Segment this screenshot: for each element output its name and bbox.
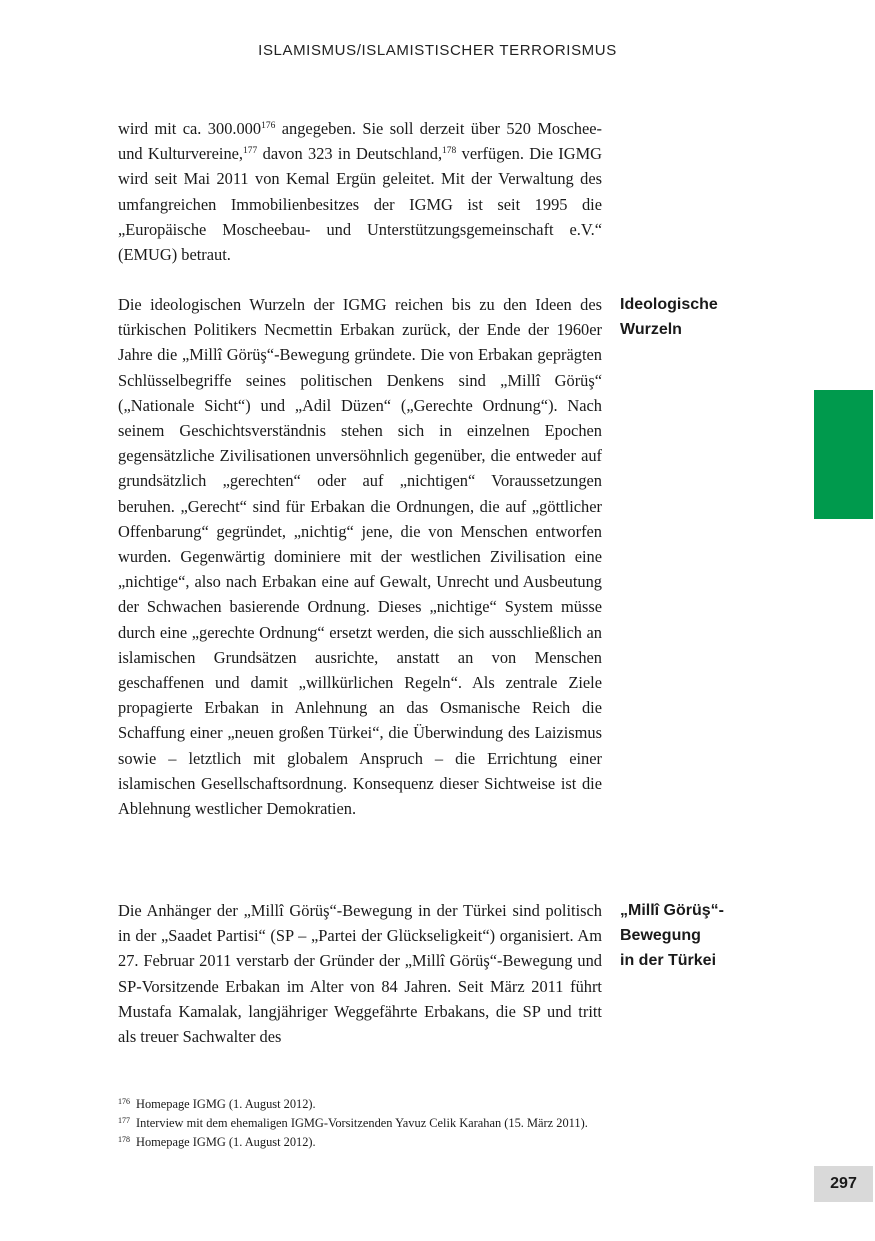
footnote-number: 177 bbox=[118, 1116, 130, 1125]
footnote-ref-177[interactable]: 177 bbox=[243, 146, 258, 157]
paragraph-text: Die ideologischen Wurzeln der IGMG reichen bis zu den Ideen des türkischen Politikers Necmettin Erbakan zurück, der Ende der 1960er Jahre die „Millî Görüş“-Bewegung gründete. Die von Erbakan geprägten Schlüsselbegriffe seines politischen Denkens sind „Millî Görüş“ („Nationale Sicht“) und „Adil Düzen“ („Gerechte Ordnung“). Nach seinem Geschichtsverständnis stehen sich in einzelnen Epochen gegensätzliche Zivilisationen unversöhnlich gegenüber, die entweder auf grundsätzlich „gerechten“ oder auf „nichtigen“ Voraussetzungen beruhen. „Gerecht“ sind für Erbakan die Ordnungen, die auf „göttlicher Offenbarung“ gegründet, „nichtig“ jene, die von Menschen entworfen wurden. Gegenwärtig dominiere mit der westlichen Zivilisation eine „nichtige“, also nach Erbakan eine auf Gewalt, Unrecht und Ausbeutung der Schwachen basierende Ordnung. Dieses „nichtige“ System müsse durch eine „gerechte Ordnung“ ersetzt werden, die sich ausschließlich an islamischen Grundsätzen ausrichte, anstatt an von Menschen geschaffenen und damit „willkürlichen Regeln“. Als zentrale Ziele propagierte Erbakan in Anlehnung an das Osmanische Reich die Schaffung einer „neuen großen Türkei“, die Überwindung des Laizismus sowie – letztlich mit globalem Anspruch – die Errichtung einer islamischen Gesellschaftsordnung. Konsequenz dieser Sichtweise ist die Ablehnung westlicher Demokratien. bbox=[118, 295, 602, 819]
footnotes bbox=[118, 1095, 602, 1152]
chapter-tab bbox=[814, 390, 873, 519]
footnote-177 bbox=[118, 1114, 602, 1133]
margin-note-ideologische-wurzeln bbox=[620, 292, 780, 342]
margin-note-line: „Millî Görüş“- bbox=[620, 902, 724, 919]
footnote-number: 176 bbox=[118, 1097, 130, 1106]
text-segment: davon 323 in Deutschland, bbox=[257, 144, 443, 164]
margin-note-line: Ideologische bbox=[620, 296, 718, 313]
footnote-text: Interview mit dem ehemaligen IGMG-Vorsitzenden Yavuz Celik Karahan (15. März 2011). bbox=[136, 1116, 588, 1130]
paragraph-milli-goerues-tuerkei bbox=[118, 898, 602, 1049]
margin-note-line: in der Türkei bbox=[620, 952, 717, 969]
text-segment: verfügen. Die IGMG wird seit Mai 2011 von Kemal Ergün geleitet. Mit der Verwaltung des umfangreichen Immobilienbesitzes der IGMG ist seit 1995 die „Europäische Moscheebau- und Unterstützungsgemeinschaft e.V.“ (EMUG) betraut. bbox=[118, 144, 603, 265]
footnote-ref-178[interactable]: 178 bbox=[442, 146, 457, 157]
footnote-text: Homepage IGMG (1. August 2012). bbox=[136, 1097, 316, 1111]
text-segment: wird mit ca. 300.000 bbox=[118, 119, 262, 138]
footnote-178 bbox=[118, 1133, 602, 1152]
running-header: ISLAMISMUS/ISLAMISTISCHER TERRORISMUS bbox=[258, 42, 617, 59]
page-number: 297 bbox=[814, 1166, 873, 1202]
footnote-number: 178 bbox=[118, 1135, 130, 1144]
margin-note-line: Wurzeln bbox=[620, 321, 682, 338]
footnote-text: Homepage IGMG (1. August 2012). bbox=[136, 1135, 316, 1149]
paragraph-emug bbox=[118, 116, 602, 267]
footnote-ref-176[interactable]: 176 bbox=[261, 121, 276, 131]
footnote-176 bbox=[118, 1095, 602, 1114]
text-segment: angegeben. Sie soll derzeit über 520 Moschee- und Kulturvereine, bbox=[118, 119, 602, 164]
paragraph-ideologische-wurzeln bbox=[118, 292, 602, 821]
margin-note-milli-goerues-tuerkei bbox=[620, 898, 780, 973]
paragraph-text: Die Anhänger der „Millî Görüş“-Bewegung in der Türkei sind politisch in der „Saadet Partisi“ (SP – „Partei der Glückseligkeit“) organisiert. Am 27. Februar 2011 verstarb der Gründer der „Millî Görüş“-Bewegung und SP-Vorsitzende Erbakan im Alter von 84 Jahren. Seit März 2011 führt Mustafa Kamalak, langjähriger Weggefährte Erbakans, die SP und tritt als treuer Sachwalter des bbox=[118, 901, 602, 1047]
margin-note-line: Bewegung bbox=[620, 927, 701, 944]
